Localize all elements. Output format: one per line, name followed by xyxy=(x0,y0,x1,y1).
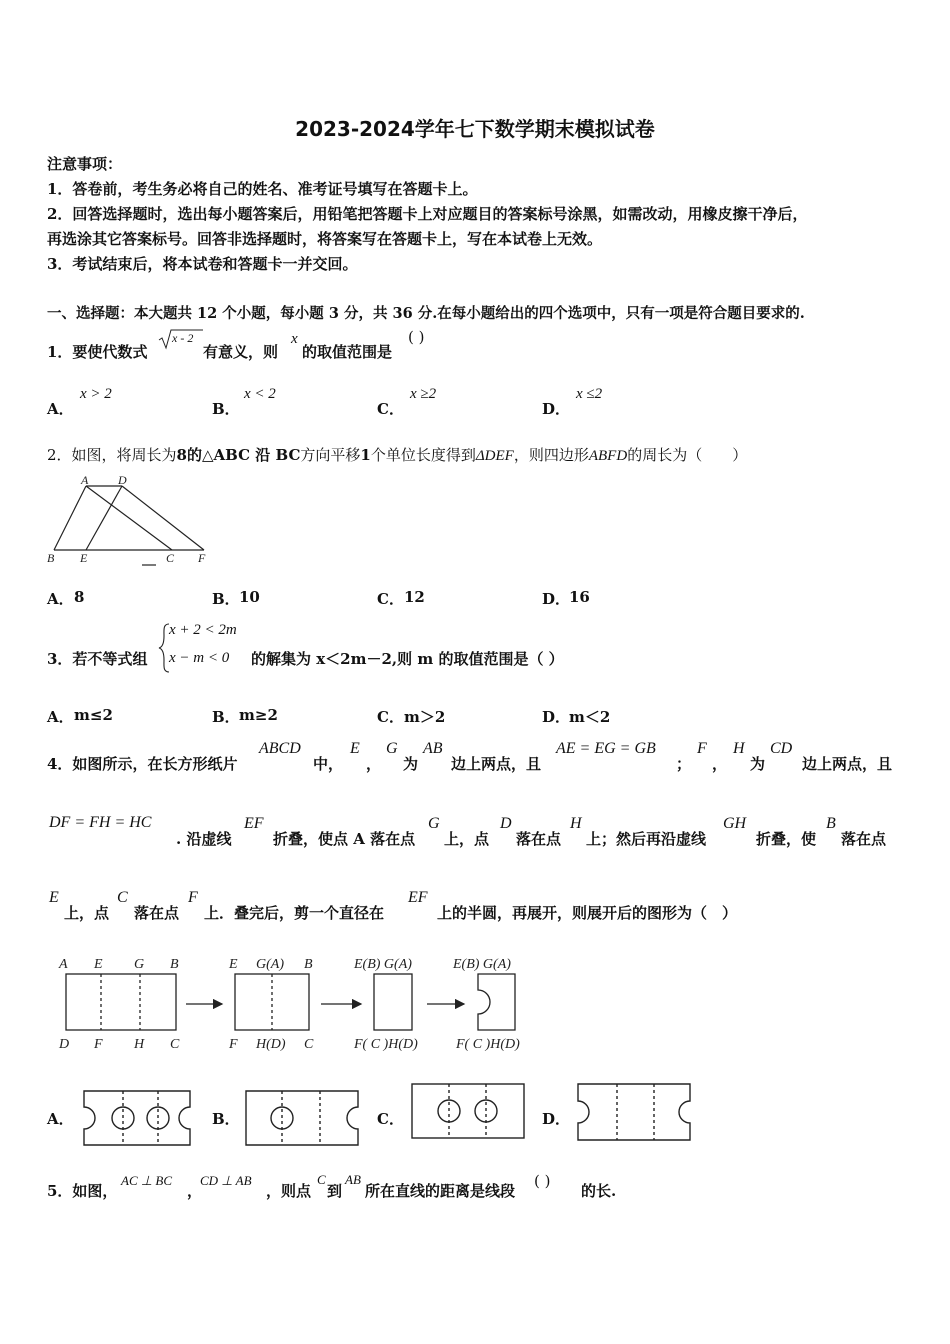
q2-line-ac xyxy=(86,486,172,550)
q3-option-b-label[interactable]: B． xyxy=(212,708,240,726)
q5-tail: 的长. xyxy=(581,1182,617,1200)
q4-l2-t3: 上，点 xyxy=(444,830,490,848)
q2-option-a-label[interactable]: A． xyxy=(47,590,74,608)
q4-l1-t1: 4．如图所示，在长方形纸片 xyxy=(47,755,238,773)
q4-l1-t3: 为 xyxy=(403,755,419,773)
q4-l1-t6: 边上两点，且 xyxy=(802,755,893,773)
page-title: 2023-2024学年七下数学期末模拟试卷 xyxy=(295,117,655,141)
q4-l2-eq: DF = FH = HC xyxy=(49,814,152,831)
q4-fig1-bottom-c: C xyxy=(170,1037,180,1052)
q2-stem-post: 的周长为（ ） xyxy=(627,446,748,464)
q4-l1-abcd: ABCD xyxy=(259,740,301,757)
q4-fig3-top: E(B) G(A) xyxy=(354,957,412,972)
q1-stem-mid: 有意义，则 xyxy=(203,343,279,361)
q4-l3-ef: EF xyxy=(408,889,428,906)
q4-l1-g: G xyxy=(386,740,398,757)
q4-l3-c: C xyxy=(117,889,128,906)
q4-l1-h: H xyxy=(733,740,745,757)
q4-l1-f: F xyxy=(697,740,707,757)
q1-option-c-text: x ≥2 xyxy=(410,386,437,402)
q2-figure xyxy=(44,472,214,570)
q4-fig4-bottom: F( C )H(D) xyxy=(456,1037,520,1052)
q5-to: 到 xyxy=(327,1182,343,1200)
q4-l2-t4: 落在点 xyxy=(516,830,562,848)
q4-fig2-top-ga: G(A) xyxy=(256,957,284,972)
q4-l3-t3: 上．叠完后，剪一个直径在 xyxy=(204,904,385,922)
q3-stem-pre: 3．若不等式组 xyxy=(47,650,148,668)
q2-option-d-label[interactable]: D． xyxy=(542,590,571,608)
q2-line-ed xyxy=(86,486,122,550)
q3-option-b-text: m≥2 xyxy=(239,706,278,724)
q1-option-a-text: x > 2 xyxy=(80,386,112,402)
q2-line-ab xyxy=(54,486,86,550)
q2-def: ΔDEF xyxy=(475,448,514,464)
q4-l1-t4: 边上两点，且 xyxy=(451,755,542,773)
q4-option-c-figure[interactable] xyxy=(408,1080,528,1142)
q4-l1-ab: AB xyxy=(423,740,443,757)
q5-answer-paren: ( ) xyxy=(534,1172,551,1190)
q4-option-a-figure[interactable] xyxy=(78,1087,196,1149)
q4-option-b-figure[interactable] xyxy=(240,1087,364,1149)
q2-option-d-text: 16 xyxy=(569,588,590,606)
notice-heading: 注意事项： xyxy=(47,155,123,173)
q4-option-d-figure[interactable] xyxy=(572,1080,696,1144)
q4-fig2-top-b: B xyxy=(304,957,313,972)
q2-stem-mid3: 个单位长度得到 xyxy=(370,446,476,464)
q4-l3-e: E xyxy=(49,889,59,906)
q4-l2-b: B xyxy=(826,815,836,832)
q2-eight: 8 xyxy=(176,446,187,464)
q4-l1-comma: ， xyxy=(366,755,382,773)
q5-stem-post: 所在直线的距离是线段 xyxy=(365,1182,516,1200)
q3-option-d-label[interactable]: D． xyxy=(542,708,571,726)
q4-fig2-bottom-hd: H(D) xyxy=(256,1037,286,1052)
q4-option-d-label[interactable]: D． xyxy=(542,1110,571,1128)
q2-label-b: B xyxy=(47,551,55,565)
q4-l1-eq: AE = EG = GB xyxy=(556,740,656,757)
q3-option-d-text: m＜2 xyxy=(569,708,611,726)
q1-radical xyxy=(158,328,204,354)
notice-line-1: 1．答卷前，考生务必将自己的姓名、准考证号填写在答题卡上。 xyxy=(47,180,478,198)
q5-cd-perp-ab: CD ⊥ AB xyxy=(200,1173,252,1188)
q1-option-d-text: x ≤2 xyxy=(576,386,603,402)
q5-comma: ， xyxy=(187,1182,203,1200)
q2-option-c-label[interactable]: C． xyxy=(377,590,404,608)
q5-ac-perp-bc: AC ⊥ BC xyxy=(121,1173,173,1188)
q3-option-c-text: m＞2 xyxy=(404,708,446,726)
q1-stem-post: 的取值范围是 xyxy=(302,343,393,361)
q2-label-c: C xyxy=(166,551,175,565)
q5-point-c: C xyxy=(317,1172,326,1187)
q4-l3-t2: 落在点 xyxy=(134,904,180,922)
q4-fig2-top-e: E xyxy=(229,957,238,972)
q2-stem-mid2: 方向平移 xyxy=(300,446,361,464)
q2-stem-pre: 2．如图，将周长为 xyxy=(47,446,177,464)
q4-l2-d: D xyxy=(500,815,512,832)
q4-l3-t4: 上的半圆，再展开，则展开后的图形为（ ） xyxy=(437,904,738,922)
q1-option-d-label[interactable]: D． xyxy=(542,400,571,418)
q4-l1-t2: 中， xyxy=(313,755,344,773)
q2-stem-mid1: 的△ABC 沿 BC xyxy=(186,446,301,464)
q4-l2-t1: . 沿虚线 xyxy=(176,830,232,848)
notice-line-3: 3．考试结束后，将本试卷和答题卡一并交回。 xyxy=(47,255,358,273)
q1-answer-paren: ( ) xyxy=(408,328,425,346)
q5-ab: AB xyxy=(345,1172,361,1187)
q4-option-b-label[interactable]: B． xyxy=(212,1110,240,1128)
q4-l2-gh: GH xyxy=(723,815,747,832)
q4-l2-ef: EF xyxy=(244,815,264,832)
q4-l2-t6: 折叠，使 xyxy=(756,830,817,848)
q4-fig1-top-e: E xyxy=(94,957,103,972)
q2-option-a-text: 8 xyxy=(74,588,85,606)
q2-one: 1 xyxy=(360,446,371,464)
q4-folding-figure xyxy=(52,948,552,1060)
q3-option-a-label[interactable]: A． xyxy=(47,708,74,726)
q4-fig1-bottom-h: H xyxy=(134,1037,145,1052)
q4-fig1-top-g: G xyxy=(134,957,145,972)
q2-label-a: A xyxy=(81,473,89,487)
q2-label-d: D xyxy=(118,473,127,487)
q2-label-f: F xyxy=(198,551,206,565)
q4-fig3-rect xyxy=(374,974,412,1030)
q4-fig1-top-b: B xyxy=(170,957,179,972)
q4-l2-t7: 落在点 xyxy=(841,830,887,848)
q2-stem xyxy=(47,444,747,465)
q4-fig3-bottom: F( C )H(D) xyxy=(354,1037,418,1052)
q4-l1-t5: 为 xyxy=(750,755,766,773)
q4-fig1-bottom-d: D xyxy=(59,1037,70,1052)
q1-option-b-text: x < 2 xyxy=(244,386,276,402)
section-heading: 一、选择题：本大题共 12 个小题，每小题 3 分，共 36 分.在每小题给出的四个选项中，只有一项是符合题目要求的. xyxy=(47,305,805,322)
q4-l2-g: G xyxy=(428,815,440,832)
q5-stem-pre: 5．如图， xyxy=(47,1182,118,1200)
q2-option-b-text: 10 xyxy=(239,588,260,606)
notice-line-2a: 2．回答选择题时，选出每小题答案后，用铅笔把答题卡上对应题目的答案标号涂黑，如需改动，用橡皮擦干净后， xyxy=(47,205,808,223)
q1-option-c-label[interactable]: C． xyxy=(377,400,404,418)
q5-stem-mid: ，则点 xyxy=(266,1182,312,1200)
q2-option-c-text: 12 xyxy=(404,588,425,606)
q4-l2-t5: 上；然后再沿虚线 xyxy=(586,830,707,848)
q4-fig4-top: E(B) G(A) xyxy=(453,957,511,972)
q4-l1-semi: ； xyxy=(676,755,692,773)
q4-l3-f: F xyxy=(188,889,198,906)
q4-fig4-cut-shape xyxy=(478,974,515,1030)
notice-line-2b: 再选涂其它答案标号。回答非选择题时，将答案写在答题卡上，写在本试卷上无效。 xyxy=(47,230,603,248)
q1-var: x xyxy=(291,331,298,347)
q2-option-b-label[interactable]: B． xyxy=(212,590,240,608)
q1-option-b-label[interactable]: B． xyxy=(212,400,240,418)
q1-radicand: x - 2 xyxy=(172,331,194,345)
q4-l1-e: E xyxy=(350,740,360,757)
q4-l2-h: H xyxy=(570,815,582,832)
q1-option-a-label[interactable]: A． xyxy=(47,400,74,418)
q3-ineq-1: x + 2 < 2m xyxy=(169,622,237,638)
q4-l1-comma-2: ， xyxy=(712,755,728,773)
q3-option-a-text: m≤2 xyxy=(74,706,113,724)
q4-fig2-bottom-f: F xyxy=(229,1037,238,1052)
q2-stem-mid4: ，则四边形 xyxy=(513,446,589,464)
q4-fig1-rect xyxy=(66,974,176,1030)
q3-ineq-2: x − m < 0 xyxy=(169,650,230,666)
q3-option-c-label[interactable]: C． xyxy=(377,708,404,726)
q4-l1-cd: CD xyxy=(770,740,793,757)
q2-abfd: ABFD xyxy=(588,448,628,464)
q4-l2-t2: 折叠，使点 A 落在点 xyxy=(273,830,416,848)
q4-fig1-top-a: A xyxy=(59,957,68,972)
q2-line-df xyxy=(122,486,204,550)
q4-fig2-bottom-c: C xyxy=(304,1037,314,1052)
q1-stem-pre: 1．要使代数式 xyxy=(47,343,148,361)
q2-label-e: E xyxy=(80,551,88,565)
q3-stem-post: 的解集为 x＜2m－2,则 m 的取值范围是（ ） xyxy=(251,650,564,668)
q4-fig1-bottom-f: F xyxy=(94,1037,103,1052)
q4-l3-t1: 上，点 xyxy=(64,904,110,922)
q4-option-c-label[interactable]: C． xyxy=(377,1110,404,1128)
q4-option-a-label[interactable]: A． xyxy=(47,1110,74,1128)
